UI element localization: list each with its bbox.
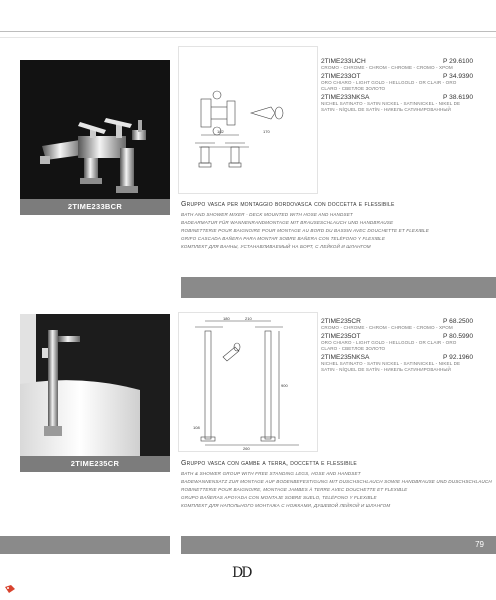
drawing-svg-2 <box>179 313 317 451</box>
page-number: 79 <box>475 540 484 549</box>
product-desc-line: BADEARMATUR FÜR WANNENRANDMONTAGE MIT BRAUSESCHLAUCH UND HANDBRAUSE <box>181 220 394 225</box>
code-row <box>321 318 473 325</box>
product-desc-line: КОМПЛЕКТ ДЛЯ НАПОЛЬНОГО МОНТАЖА С НОЖКАМИ, ДУШЕВОЙ ЛЕЙКОЙ И ШЛАНГОМ <box>181 503 391 508</box>
technical-drawing-2 <box>178 312 318 452</box>
dim-label-2d: 108 <box>193 425 200 430</box>
top-divider <box>0 31 496 32</box>
finish-description: CROMO - CHROME - CHROM - CHROME - CROMO - ХРОМ <box>321 65 453 70</box>
product-price: P 68.2500 <box>443 318 473 325</box>
dim-label-1b: 170 <box>263 129 270 134</box>
product-price: P 92.1960 <box>443 354 473 361</box>
finish-description: ORO CHIARO - LIGHT GOLD - HELLGOLD - OR CLAIR - ORO CLARO - СВЕТЛОЕ ЗОЛОТО <box>321 80 457 91</box>
product-code: 2TIME233NKSA <box>321 94 370 101</box>
section-band-1 <box>181 277 496 298</box>
product-desc-line: BATH AND SHOWER MIXER - DECK MOUNTED WITH HOSE AND HANDSET <box>181 212 353 217</box>
code-row <box>321 354 473 361</box>
product-caption-2: 2TIME235CR <box>20 456 170 472</box>
dim-label-2a: 180 <box>223 316 230 321</box>
finish-description: CROMO - CHROME - CHROM - CHROME - CROMO - ХРОМ <box>321 325 453 330</box>
finish-description: NICHEL SATINATO - SATIN NICKEL - SATINNICKEL - NIKEL DE SATIN - NÍQUEL DE SATÍN - НИКЕЛЬ САТИНИРОВАННЫЙ <box>321 101 461 112</box>
product-price: P 80.5990 <box>443 333 473 340</box>
product-price: P 29.6100 <box>443 58 473 65</box>
drawing-svg-1 <box>179 47 317 193</box>
product-desc-line: ROBINETTERIE POUR BAIGNOIRE, MONTAGE JAMBES À TERRE AVEC DOUCHETTE ET FLEXIBLE <box>181 487 408 492</box>
product-price: P 34.9390 <box>443 73 473 80</box>
code-list-1 <box>321 56 473 113</box>
dim-label-2c: 900 <box>281 383 288 388</box>
code-row <box>321 73 473 80</box>
product-code: 2TIME233UCH <box>321 58 366 65</box>
footer-band-left <box>0 536 170 554</box>
product-desc-line: ROBINETTERIE POUR BAIGNOIRE POUR MONTAGE AU BORD DU BASSIN AVEC DOUCHETTE ET FLEXIBLE <box>181 228 429 233</box>
faucet-photo-1 <box>20 60 170 199</box>
dim-label-2e: 260 <box>243 446 250 451</box>
product-caption-1: 2TIME233BCR <box>20 199 170 215</box>
faucet-photo-2 <box>20 314 170 456</box>
dim-label-1a: 182 <box>217 129 224 134</box>
footer-band-right <box>181 536 496 554</box>
product-title-1: Gruppo vasca per montaggio bordovasca con doccetta e flessibile <box>181 201 395 208</box>
code-row <box>321 58 473 65</box>
product-desc-line: GRIFO CASCADA BAÑERA PARA MONTAR SOBRE BAÑERA CON TELÉFONO Y FLEXIBLE <box>181 236 386 241</box>
dim-label-2b: 210 <box>245 316 252 321</box>
brand-logo: DD <box>232 565 251 581</box>
code-row <box>321 94 473 101</box>
product-desc-line: BATH & SHOWER GROUP WITH FREE STANDING LEGS, HOSE AND HANDSET <box>181 471 361 476</box>
product-code: 2TIME235NKSA <box>321 354 370 361</box>
product-desc-line: GRUPO BAÑERAS APOYADA CON MONTAJE SOBRE SUELO, TELÉFONO Y FLEXIBLE <box>181 495 377 500</box>
finish-description: NICHEL SATINATO - SATIN NICKEL - SATINNICKEL - NIKEL DE SATIN - NÍQUEL DE SATÍN - НИКЕЛЬ САТИНИРОВАННЫЙ <box>321 361 461 372</box>
tag-icon[interactable] <box>4 584 16 594</box>
product-desc-line: КОМПЛЕКТ ДЛЯ ВАННЫ, УСТАНАВЛИВАЕМЫЙ НА БОРТ, С ЛЕЙКОЙ И ШЛАНГОМ <box>181 244 371 249</box>
product-code: 2TIME233OT <box>321 73 361 80</box>
finish-description: ORO CHIARO - LIGHT GOLD - HELLGOLD - OR CLAIR - ORO CLARO - СВЕТЛОЕ ЗОЛОТО <box>321 340 457 351</box>
product-title-2: Gruppo vasca con gambe a terra, doccetta e flessibile <box>181 460 357 467</box>
product-code: 2TIME235CR <box>321 318 361 325</box>
top-divider-thin <box>0 37 496 38</box>
technical-drawing-1 <box>178 46 318 194</box>
product-price: P 38.6190 <box>443 94 473 101</box>
product-photo-1 <box>20 60 170 199</box>
product-photo-2 <box>20 314 170 456</box>
code-row <box>321 333 473 340</box>
code-list-2 <box>321 316 473 373</box>
product-code: 2TIME235OT <box>321 333 361 340</box>
product-desc-line: BADEWANNENSATZ ZUR MONTAGE AUF BODENBEFESTIGUNG MIT DUSCHSCHLAUCH SOWIE HANDBRAUSE UND DUSCHSCHLAUCH <box>181 479 492 484</box>
